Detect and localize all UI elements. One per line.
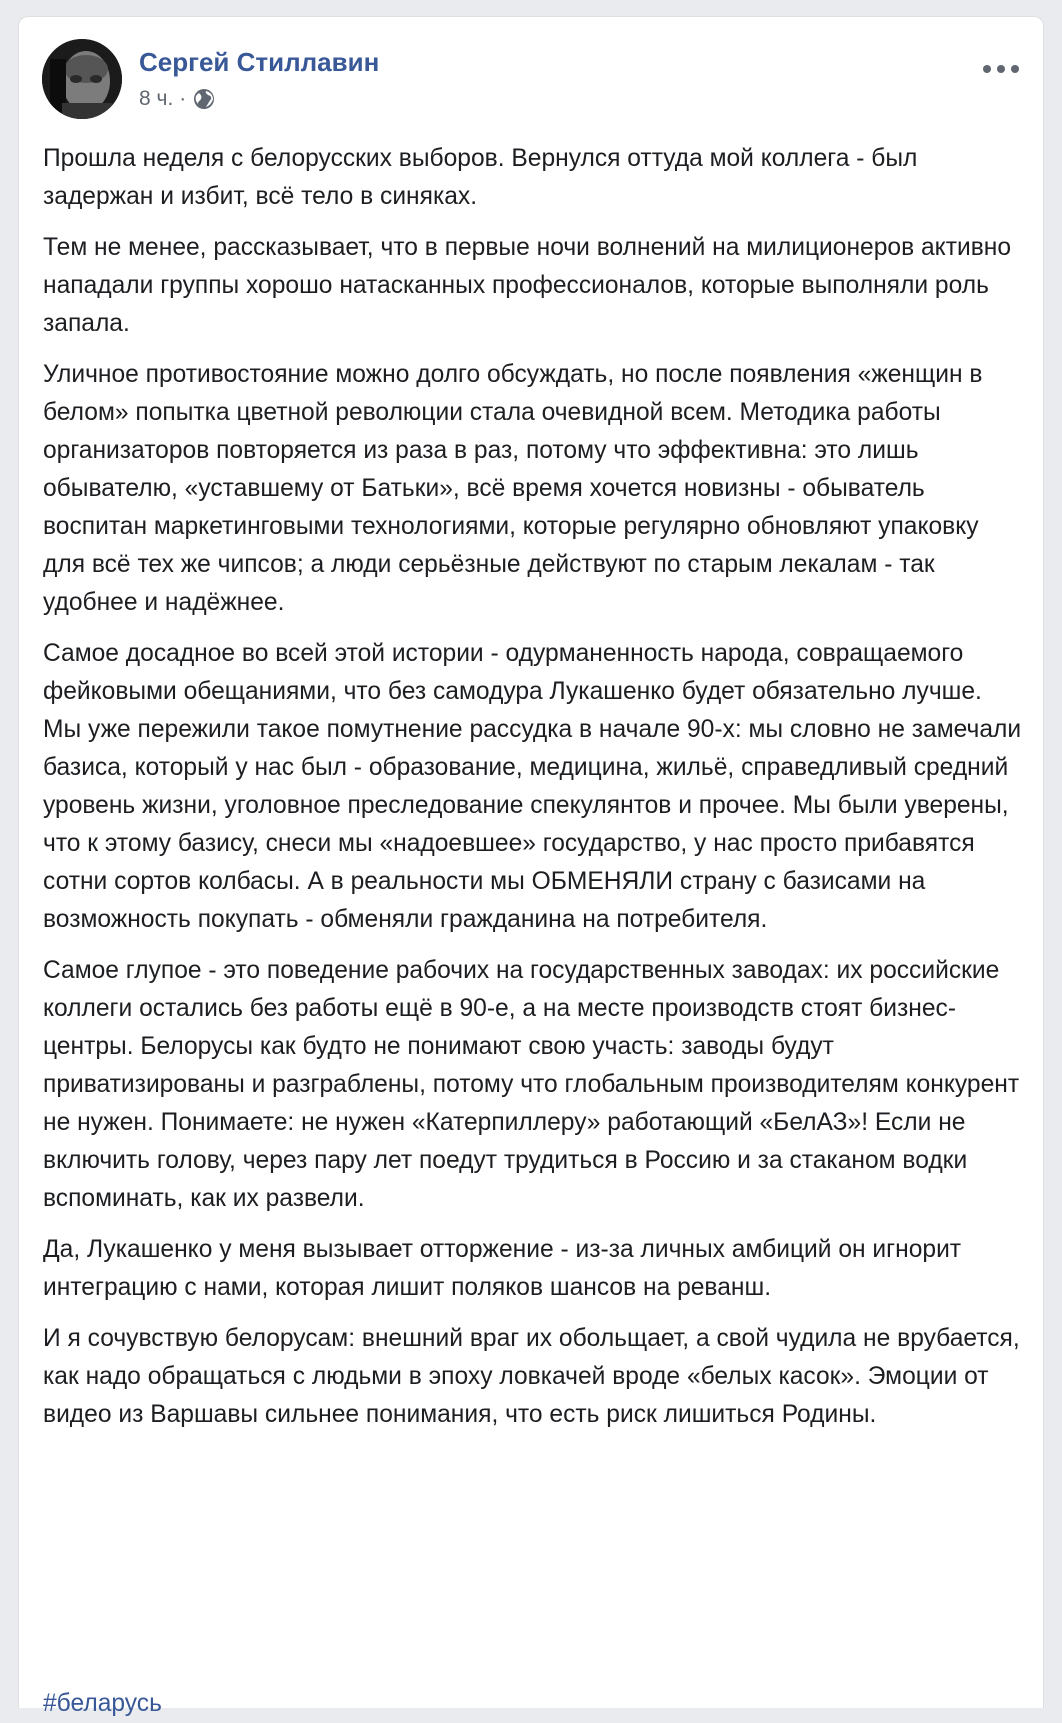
post-paragraph: Самое досадное во всей этой истории - одурманенность народа, совращаемого фейковыми обещаниями, что без самодура Лукашенко будет обязательно лучше. Мы уже пережили такое помутнение рассудка в начале 90-х: мы словно не замечали базиса, который у нас был - образование, медицина, жильё, справедливый средний уровень жизни, уголовное преследование спекулянтов и прочее. Мы были уверены, что к этому базису, снеси мы «надоевшее» государство, у нас просто прибавятся сотни сортов колбасы. А в реальности мы ОБМЕНЯЛИ страну с базисами на возможность покупать - обменяли гражданина на потребителя. [43, 640, 1022, 933]
post-card [18, 16, 1044, 1717]
post-meta [139, 87, 216, 111]
post-paragraph: Самое глупое - это поведение рабочих на государственных заводах: их российские коллеги остались без работы ещё в 90-е, а на месте производств стоят бизнес-центры. Белорусы как будто не понимают свою участь: заводы будут приватизированы и разграблены, потому что глобальным производителям конкурент не нужен. Понимаете: не нужен «Катерпиллеру» работающий «БелАЗ»! Если не включить голову, через пару лет поедут трудиться в Россию и за стаканом водки вспоминать, как их развели. [43, 957, 1020, 1212]
more-options-icon[interactable] [979, 59, 1023, 79]
globe-icon[interactable] [192, 87, 216, 111]
post-paragraph: Уличное противостояние можно долго обсуждать, но после появления «женщин в белом» попытка цветной революции стала очевидной всем. Методика работы организаторов повторяется из раза в раз, потому что эффективна: это лишь обывателю, «уставшему от Батьки», всё время хочется новизны - обыватель воспитан маркетинговыми технологиями, которые регулярно обновляют упаковку для всё тех же чипсов; а люди серьёзные действуют по старым лекалам - так удобнее и надёжнее. [43, 361, 983, 616]
meta-separator: · [179, 87, 187, 110]
hashtag-link[interactable]: #беларусь [43, 1690, 162, 1717]
post-text [43, 140, 1023, 1447]
avatar-photo [42, 39, 122, 119]
post-paragraph: И я сочувствую белорусам: внешний враг их обольщает, а свой чудила не врубается, как надо обращаться с людьми в эпоху ловкачей вроде «белых касок». Эмоции от видео из Варшавы сильнее понимания, что есть риск лишиться Родины. [43, 1325, 1020, 1428]
post-paragraph: Да, Лукашенко у меня вызывает отторжение - из-за личных амбиций он игнорит интеграцию с нами, которая лишит поляков шансов на реванш. [43, 1236, 962, 1301]
post-timestamp[interactable]: 8 ч. [139, 87, 174, 110]
post-paragraph: Тем не менее, рассказывает, что в первые ночи волнений на милиционеров активно нападали группы хорошо натасканных профессионалов, которые выполняли роль запала. [43, 234, 1012, 337]
author-name[interactable]: Сергей Стиллавин [139, 47, 380, 77]
avatar[interactable] [42, 39, 122, 119]
post-paragraph: Прошла неделя с белорусских выборов. Вернулся оттуда мой коллега - был задержан и избит, всё тело в синяках. [43, 145, 918, 210]
